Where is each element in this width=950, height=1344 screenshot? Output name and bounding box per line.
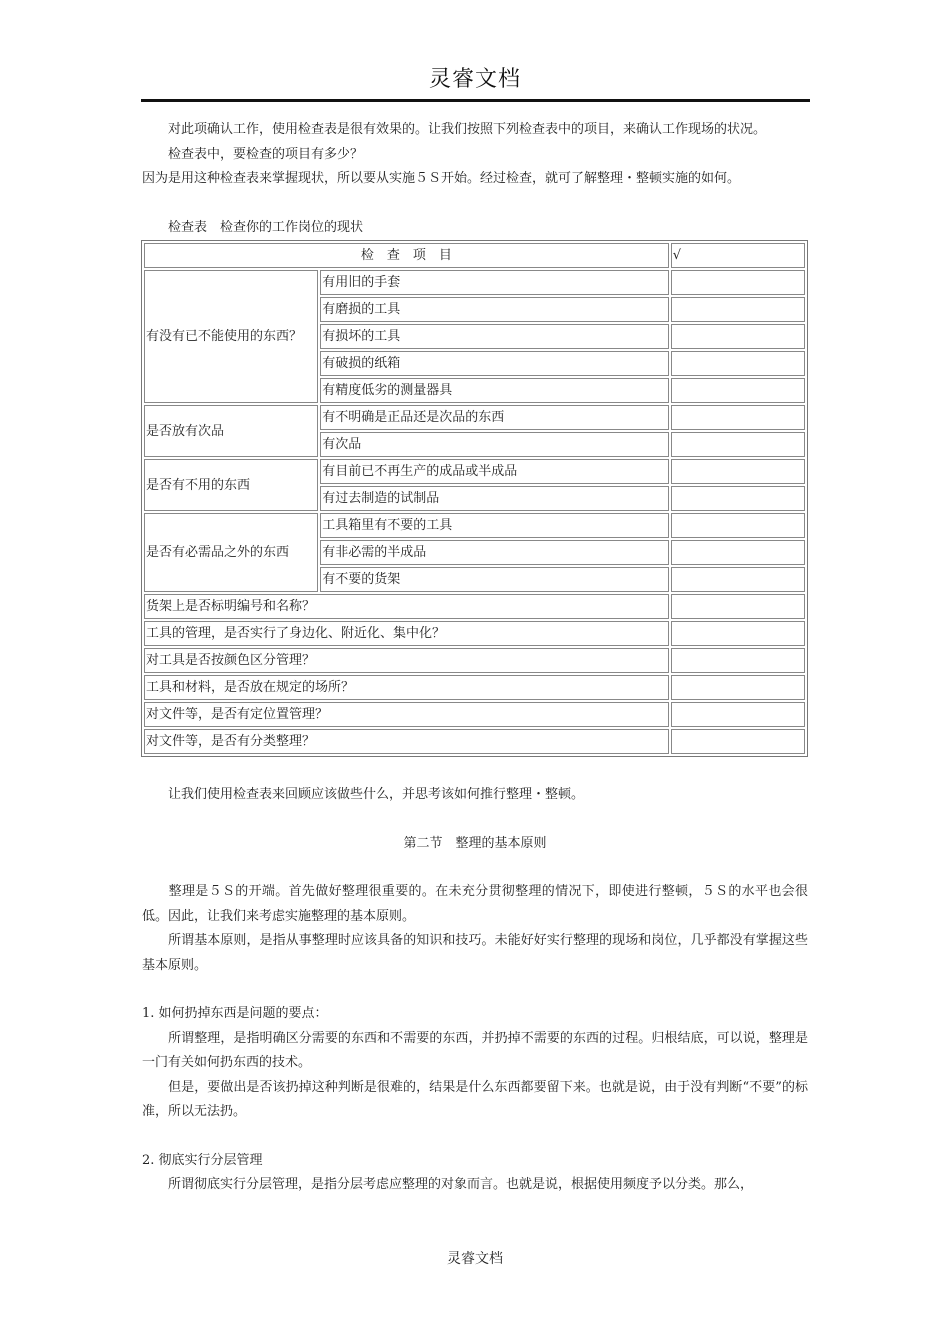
single-question-cell: 对工具是否按颜色区分管理？	[144, 648, 669, 673]
check-cell[interactable]	[671, 540, 805, 565]
table-row	[144, 405, 805, 430]
question-cell: 是否有不用的东西	[144, 459, 318, 511]
check-cell[interactable]	[671, 729, 805, 754]
paragraph: 所谓基本原则，是指从事整理时应该具备的知识和技巧。未能好好实行整理的现场和岗位，几乎都没有掌握这些基本原则。	[142, 933, 808, 973]
table-row	[144, 513, 805, 538]
single-question-cell: 工具和材料，是否放在规定的场所？	[144, 675, 669, 700]
item-cell: 有损坏的工具	[320, 324, 669, 349]
table-row	[144, 621, 805, 646]
paragraph: 整理是５Ｓ的开端。首先做好整理很重要的。在未充分贯彻整理的情况下，即使进行整顿，５Ｓ的水平也会很低。因此，让我们来考虑实施整理的基本原则。	[142, 884, 808, 924]
paragraph: 对此项确认工作，使用检查表是很有效果的。让我们按照下列检查表中的项目，来确认工作现场的状况。	[142, 122, 767, 137]
paragraph: 因为是用这种检查表来掌握现状，所以要从实施５Ｓ开始。经过检查，就可了解整理・整顿实施的如何。	[142, 171, 741, 186]
question-cell: 是否放有次品	[144, 405, 318, 457]
page-footer: 灵睿文档	[447, 1251, 503, 1267]
item-cell: 有非必需的半成品	[320, 540, 669, 565]
checklist-table	[141, 240, 808, 757]
table-row	[144, 702, 805, 727]
check-cell[interactable]	[671, 270, 805, 295]
check-cell[interactable]	[671, 702, 805, 727]
table-row	[144, 729, 805, 754]
item-cell: 有过去制造的试制品	[320, 486, 669, 511]
subsection-heading: 1. 如何扔掉东西是问题的要点：	[142, 1006, 328, 1021]
check-cell[interactable]	[671, 297, 805, 322]
question-cell: 有没有已不能使用的东西？	[144, 270, 318, 403]
question-cell: 是否有必需品之外的东西	[144, 513, 318, 592]
single-question-cell: 对文件等，是否有定位置管理？	[144, 702, 669, 727]
paragraph: 让我们使用检查表来回顾应该做些什么，并思考该如何推行整理・整顿。	[142, 787, 585, 802]
check-cell[interactable]	[671, 567, 805, 592]
header-check-cell: √	[671, 243, 805, 268]
item-cell: 有精度低劣的测量器具	[320, 378, 669, 403]
item-cell: 有用旧的手套	[320, 270, 669, 295]
single-question-cell: 货架上是否标明编号和名称？	[144, 594, 669, 619]
table-row	[144, 648, 805, 673]
table-row	[144, 270, 805, 295]
item-cell: 有不明确是正品还是次品的东西	[320, 405, 669, 430]
item-cell: 有破损的纸箱	[320, 351, 669, 376]
check-cell[interactable]	[671, 405, 805, 430]
paragraph: 所谓彻底实行分层管理，是指分层考虑应整理的对象而言。也就是说，根据使用频度予以分类。那么，	[142, 1177, 754, 1192]
subsection-heading: 2. 彻底实行分层管理	[142, 1152, 263, 1168]
table-row	[144, 459, 805, 484]
item-cell: 有目前已不再生产的成品或半成品	[320, 459, 669, 484]
section-title: 第二节 整理的基本原则	[403, 835, 547, 851]
header-divider	[141, 99, 810, 102]
check-cell[interactable]	[671, 594, 805, 619]
page-header-title: 灵睿文档	[428, 67, 521, 92]
check-cell[interactable]	[671, 324, 805, 349]
check-cell[interactable]	[671, 648, 805, 673]
header-item-cell: 检 查 项 目	[144, 243, 669, 268]
check-cell[interactable]	[671, 621, 805, 646]
item-cell: 有次品	[320, 432, 669, 457]
check-cell[interactable]	[671, 351, 805, 376]
paragraph: 所谓整理，是指明确区分需要的东西和不需要的东西，并扔掉不需要的东西的过程。归根结底，可以说，整理是一门有关如何扔东西的技术。	[142, 1030, 808, 1070]
check-cell[interactable]	[671, 486, 805, 511]
table-row	[144, 675, 805, 700]
check-cell[interactable]	[671, 378, 805, 403]
table-row	[144, 594, 805, 619]
check-cell[interactable]	[671, 513, 805, 538]
item-cell: 有磨损的工具	[320, 297, 669, 322]
single-question-cell: 工具的管理，是否实行了身边化、附近化、集中化？	[144, 621, 669, 646]
item-cell: 有不要的货架	[320, 567, 669, 592]
table-header-row	[144, 243, 805, 268]
paragraph: 检查表中，要检查的项目有多少？	[142, 146, 364, 162]
paragraph: 但是，要做出是否该扔掉这种判断是很难的，结果是什么东西都要留下来。也就是说，由于没有判断“不要”的标准，所以无法扔。	[142, 1079, 808, 1119]
check-cell[interactable]	[671, 675, 805, 700]
item-cell: 工具箱里有不要的工具	[320, 513, 669, 538]
check-cell[interactable]	[671, 459, 805, 484]
document-body	[142, 118, 808, 1198]
table-caption: 检查表 检查你的工作岗位的现状	[142, 219, 364, 235]
check-cell[interactable]	[671, 432, 805, 457]
single-question-cell: 对文件等，是否有分类整理？	[144, 729, 669, 754]
